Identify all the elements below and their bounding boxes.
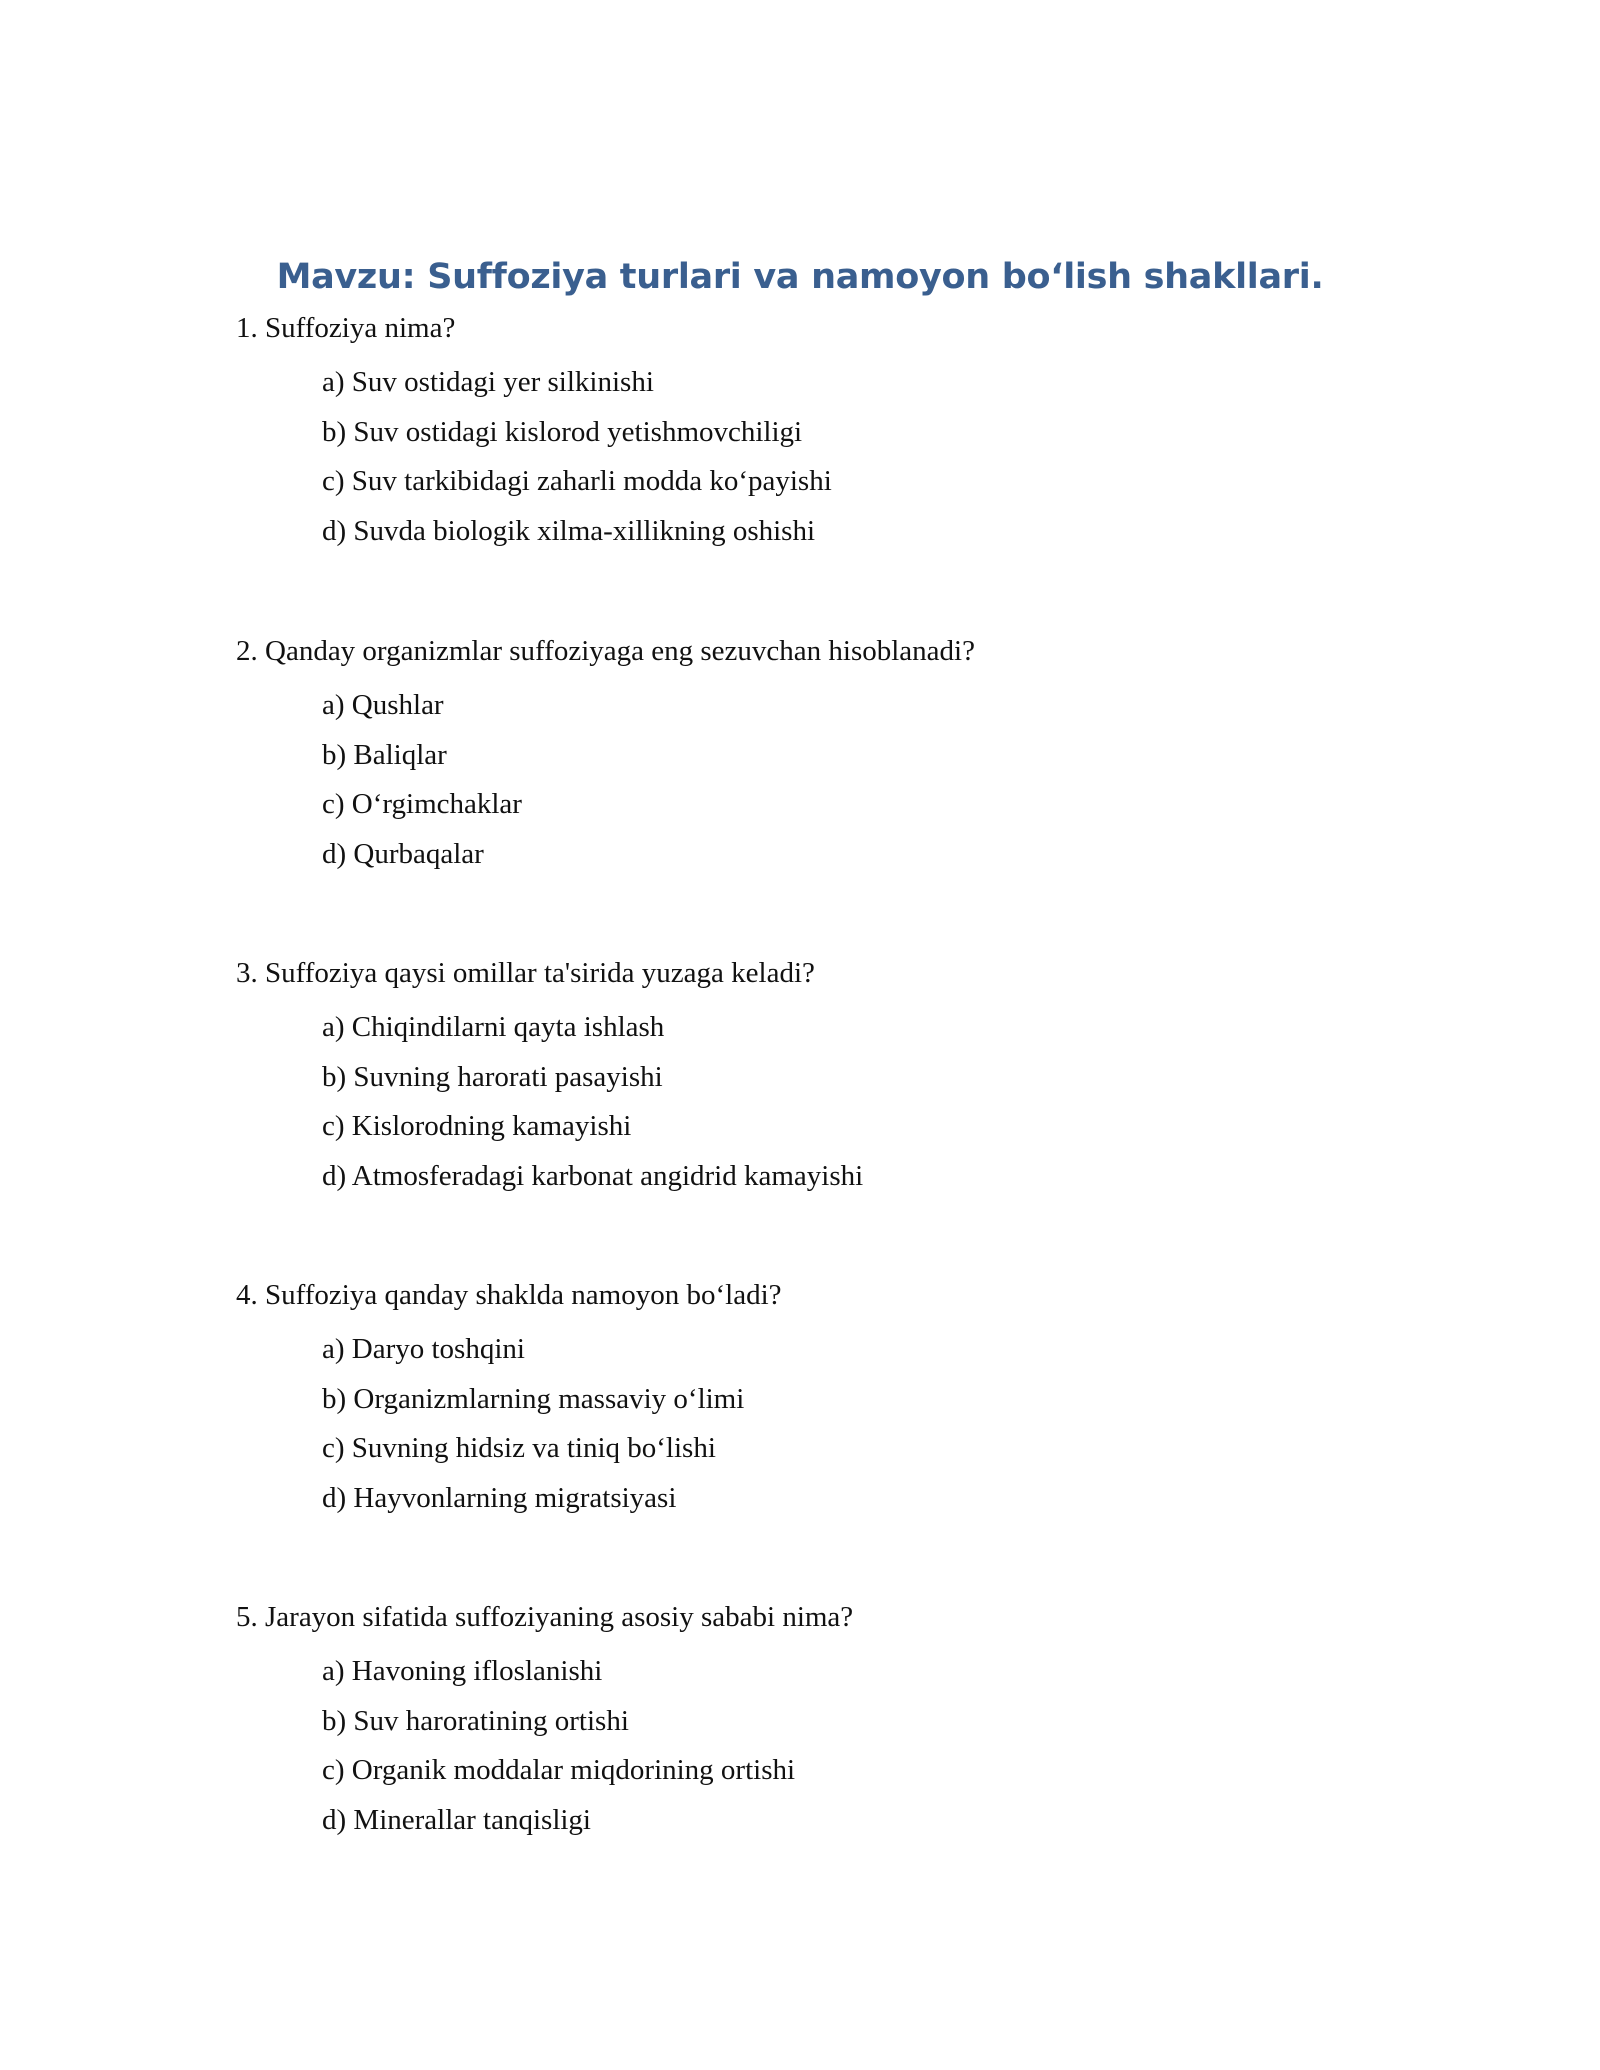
option-c: c) Suvning hidsiz va tiniq bo‘lishi — [322, 1432, 716, 1464]
option-c: c) O‘rgimchaklar — [322, 788, 522, 820]
option-b: b) Suv ostidagi kislorod yetishmovchiligi — [322, 415, 803, 448]
answer-options — [236, 1647, 1436, 1845]
option-b: b) Suv haroratining ortishi — [322, 1704, 629, 1737]
option-c: c) Organik moddalar miqdorining ortishi — [322, 1754, 796, 1786]
option-d: d) Qurbaqalar — [322, 837, 484, 870]
question-5 — [236, 1597, 1436, 1845]
option-c: c) Suv tarkibidagi zaharli modda ko‘payishi — [322, 465, 832, 497]
option-d: d) Hayvonlarning migratsiyasi — [322, 1481, 677, 1514]
answer-options — [236, 681, 1436, 879]
question-text: 5. Jarayon sifatida suffoziyaning asosiy sababi nima? — [236, 1601, 854, 1633]
question-text: 4. Suffoziya qanday shaklda namoyon bo‘ladi? — [236, 1279, 782, 1311]
question-4 — [236, 1275, 1436, 1523]
question-3 — [236, 953, 1436, 1201]
answer-options — [236, 1003, 1436, 1201]
question-text: 2. Qanday organizmlar suffoziyaga eng sezuvchan hisoblanadi? — [236, 635, 975, 667]
option-a: a) Daryo toshqini — [322, 1333, 525, 1365]
document-title: Mavzu: Suffoziya turlari va namoyon bo‘lish shakllari. — [276, 257, 1324, 297]
answer-options — [236, 358, 1436, 556]
question-text: 1. Suffoziya nima? — [236, 312, 456, 344]
option-d: d) Atmosferadagi karbonat angidrid kamayishi — [322, 1159, 864, 1192]
option-c: c) Kislorodning kamayishi — [322, 1110, 632, 1142]
option-a: a) Suv ostidagi yer silkinishi — [322, 366, 654, 398]
option-a: a) Qushlar — [322, 689, 444, 721]
option-a: a) Chiqindilarni qayta ishlash — [322, 1011, 665, 1043]
option-b: b) Baliqlar — [322, 738, 447, 771]
option-d: d) Minerallar tanqisligi — [322, 1803, 591, 1836]
option-d: d) Suvda biologik xilma-xillikning oshishi — [322, 514, 815, 547]
option-b: b) Organizmlarning massaviy o‘limi — [322, 1382, 745, 1415]
question-1 — [236, 308, 1436, 556]
option-b: b) Suvning harorati pasayishi — [322, 1060, 663, 1093]
question-2 — [236, 631, 1436, 879]
answer-options — [236, 1325, 1436, 1523]
option-a: a) Havoning ifloslanishi — [322, 1655, 603, 1687]
question-text: 3. Suffoziya qaysi omillar ta'sirida yuzaga keladi? — [236, 957, 815, 989]
